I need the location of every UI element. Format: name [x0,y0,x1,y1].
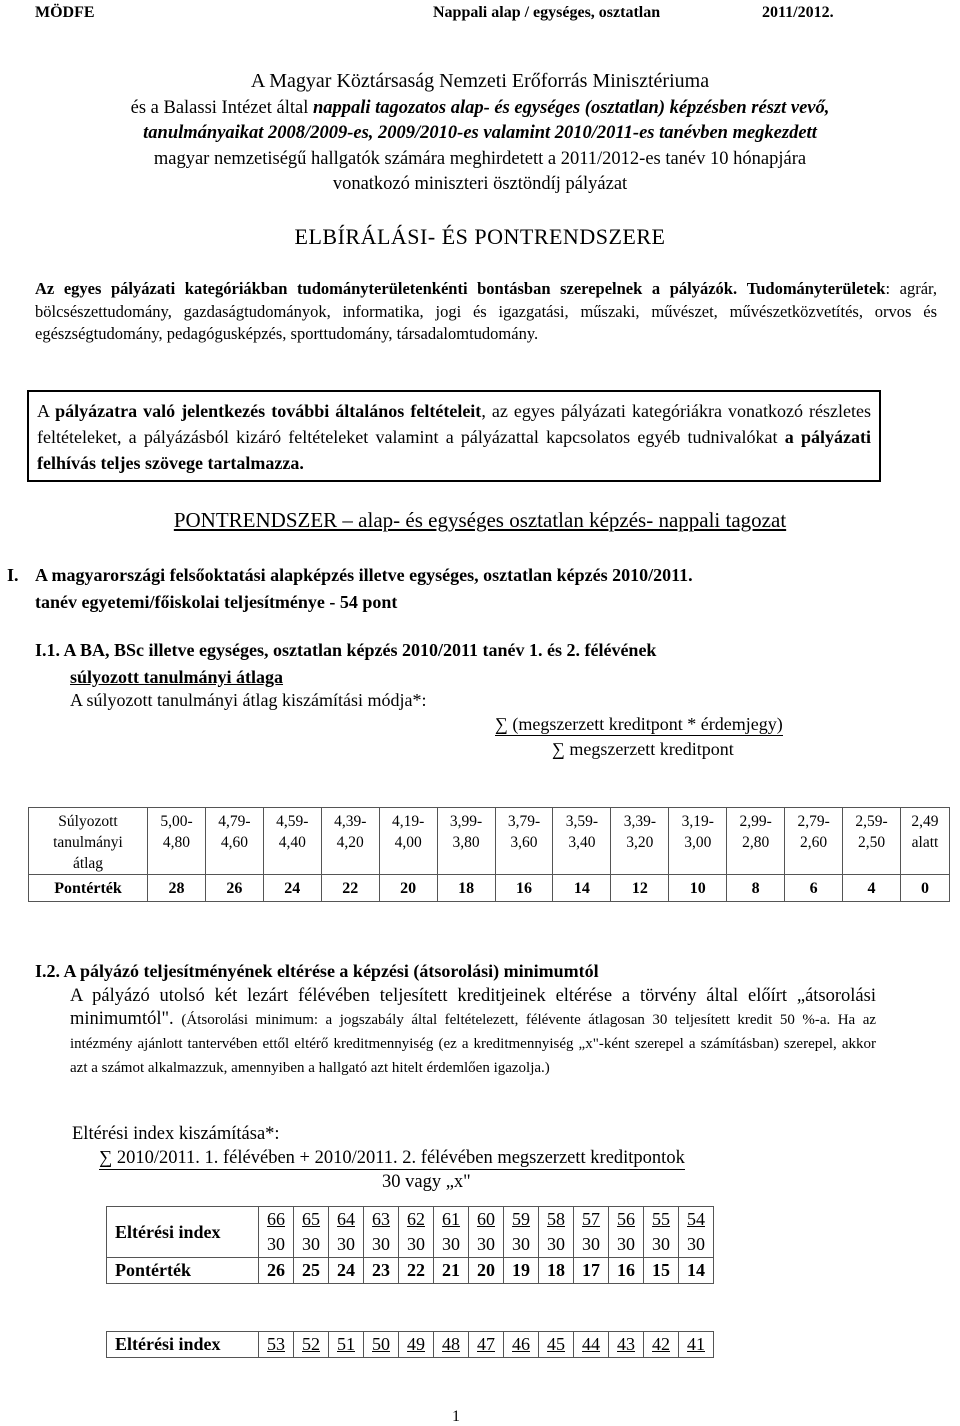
range-cell: 5,00- 4,80 [148,808,206,875]
index-cell: 41 [679,1332,714,1358]
points-cell: 26 [259,1258,294,1284]
points-cell: 14 [553,875,611,902]
range-cell: 4,39- 4,20 [321,808,379,875]
points-cell: 24 [263,875,321,902]
index-cell: 45 [539,1332,574,1358]
average-points-table [28,807,950,902]
deviation-index-table-1 [106,1206,714,1284]
points-cell: 28 [148,875,206,902]
index-cell: 43 [609,1332,644,1358]
notice-text-1: A [37,401,56,421]
range-cell: 3,39- 3,20 [611,808,669,875]
points-cell: 19 [504,1258,539,1284]
intro-bold-sentence: Az egyes pályázati kategóriákban tudományterületenkénti bontásban szerepelnek a pályázók. [35,279,738,298]
points-cell: 14 [679,1258,714,1284]
points-cell: 23 [364,1258,399,1284]
index-cell: 56 30 [609,1207,644,1258]
row-label-points: Pontérték [29,875,148,902]
header-program: Nappali alap / egységes, osztatlan [433,4,661,21]
points-cell: 18 [437,875,495,902]
index-cell: 59 30 [504,1207,539,1258]
points-cell: 25 [294,1258,329,1284]
points-cell: 20 [469,1258,504,1284]
index-cell: 58 30 [539,1207,574,1258]
index-cell: 54 30 [679,1207,714,1258]
index-cell: 47 [469,1332,504,1358]
deviation-index-row [107,1332,714,1358]
deviation-description: A pályázó utolsó két lezárt félévében teljesített kreditjeinek eltérése a törvény által előírt „átsorolási minimumtól". [70,986,876,1029]
section-1-1-heading: I.1. A BA, BSc illetve egységes, osztatlan képzés 2010/2011 tanév 1. és 2. félévének [35,640,657,660]
average-calc-label: A súlyozott tanulmányi átlag kiszámítási módja*: [70,690,427,710]
deviation-index-row [107,1207,714,1258]
index-cell: 51 [329,1332,364,1358]
index-cell: 48 [434,1332,469,1358]
index-cell: 65 30 [294,1207,329,1258]
range-cell: 2,49 alatt [900,808,949,875]
points-cell: 18 [539,1258,574,1284]
fields-label: Tudományterületek [746,279,886,298]
range-cell: 2,79- 2,60 [785,808,843,875]
section-1-number: I. [7,565,19,585]
title-line-5: vonatkozó miniszteri ösztöndíj pályázat [332,174,628,194]
index-cell: 52 [294,1332,329,1358]
points-cell: 16 [495,875,553,902]
range-cell: 3,19- 3,00 [669,808,727,875]
title-ministry: A Magyar Köztársaság Nemzeti Erőforrás Minisztériuma [250,70,710,92]
section-1-2-paragraph [70,985,876,1080]
fields-list: : agrár, bölcsészettudomány, gazdaságtudományok, informatika, jogi és igazgatási, műszaki, művészet, művészetközvetítés, orvos és egészségtudomány, pedagógusképzés, sporttudomány, társadalomtudomány. [35,279,938,343]
points-cell: 17 [574,1258,609,1284]
points-cell: 21 [434,1258,469,1284]
page-header [35,4,930,26]
row-label-index: Eltérési index [107,1332,259,1358]
index-cell: 42 [644,1332,679,1358]
section-1-heading [7,562,693,616]
intro-paragraph [35,278,937,346]
title-line-4: magyar nemzetiségű hallgatók számára meghirdetett a 2011/2012-es tanév 10 hónapjára [153,149,807,169]
points-cell: 24 [329,1258,364,1284]
section-1-line-2: tanév egyetemi/főiskolai teljesítménye - 54 pont [35,592,398,612]
range-cell: 4,19- 4,00 [379,808,437,875]
title-line-2-normal: és a Balassi Intézet által [130,98,313,118]
index-cell: 64 30 [329,1207,364,1258]
deviation-index-label: Eltérési index kiszámítása*: [72,1124,280,1144]
points-cell: 22 [321,875,379,902]
range-cell: 3,99- 3,80 [437,808,495,875]
deviation-index-table-2 [106,1331,714,1358]
average-points-row [29,875,950,902]
range-cell: 4,79- 4,60 [205,808,263,875]
row-label-index: Eltérési index [107,1207,259,1258]
points-cell: 26 [205,875,263,902]
header-year: 2011/2012. [762,4,834,21]
range-cell: 3,79- 3,60 [495,808,553,875]
deviation-points-row [107,1258,714,1284]
scoring-system-title: PONTRENDSZER – alap- és egységes osztatlan képzés- nappali tagozat [173,508,787,532]
range-cell: 3,59- 3,40 [553,808,611,875]
notice-text-2: , az egyes pályázati kategóriákra vonatkozó részletes feltételeket, a pályázásból kizáró feltételeket valamint a pályázattal kapcsolatos egyéb tudnivalókat [37,401,871,447]
row-label-points: Pontérték [107,1258,259,1284]
deviation-note: (Átsorolási minimum: a jogszabály által feltételezett, félévente átlagosan 30 teljesített kredit 50 %-a. Ha az intézmény ajánlott tantervében ettől eltérő kreditmennyiség (ez a kreditmennyiség „x"-ként szerepel a számításban) szerepel, akkor azt a számot alkalmazzuk, amennyiben a hallgató azt hitelt érdemlően igazolja.) [70,1012,877,1076]
header-org: MÖDFE [35,4,95,21]
points-cell: 10 [669,875,727,902]
deviation-formula-numerator: ∑ 2010/2011. 1. félévében + 2010/2011. 2. félévében megszerzett kreditpontok [99,1148,685,1168]
index-cell: 63 30 [364,1207,399,1258]
conditions-notice-box [27,390,881,482]
notice-bold-2: a pályázati felhívás teljes szövege tartalmazza. [37,427,871,473]
title-line-3: tanulmányaikat 2008/2009-es, 2009/2010-es valamint 2010/2011-es tanévben megkezdett [143,123,817,143]
title-line-2-italic: nappali tagozatos alap- és egységes (osztatlan) képzésben részt vevő, [312,98,830,118]
notice-bold-1: pályázatra való jelentkezés további általános feltételeit [55,401,482,421]
points-cell: 16 [609,1258,644,1284]
range-cell: 2,99- 2,80 [727,808,785,875]
index-cell: 50 [364,1332,399,1358]
index-cell: 55 30 [644,1207,679,1258]
index-cell: 61 30 [434,1207,469,1258]
index-cell: 66 30 [259,1207,294,1258]
average-formula-denominator: ∑ megszerzett kreditpont [552,739,734,759]
average-formula-numerator: ∑ (megszerzett kreditpont * érdemjegy) [495,714,783,734]
range-cell: 4,59- 4,40 [263,808,321,875]
index-cell: 53 [259,1332,294,1358]
section-1-2-heading: I.2. A pályázó teljesítményének eltérése a képzési (átsorolási) minimumtól [35,961,599,981]
index-cell: 57 30 [574,1207,609,1258]
points-cell: 0 [900,875,949,902]
points-cell: 22 [399,1258,434,1284]
index-cell: 62 30 [399,1207,434,1258]
section-1-line-1: A magyarországi felsőoktatási alapképzés illetve egységes, osztatlan képzés 2010/2011. [35,565,693,585]
points-cell: 12 [611,875,669,902]
points-cell: 15 [644,1258,679,1284]
index-cell: 60 30 [469,1207,504,1258]
index-cell: 49 [399,1332,434,1358]
average-range-row [29,808,950,875]
range-cell: 2,59- 2,50 [843,808,901,875]
points-cell: 6 [785,875,843,902]
document-subtitle: ELBÍRÁLÁSI- ÉS PONTRENDSZERE [294,224,666,249]
index-cell: 46 [504,1332,539,1358]
row-label-average: Súlyozott tanulmányi átlag [29,808,148,875]
page-number: 1 [452,1408,460,1425]
index-cell: 44 [574,1332,609,1358]
points-cell: 4 [843,875,901,902]
points-cell: 8 [727,875,785,902]
points-cell: 20 [379,875,437,902]
deviation-formula-denominator: 30 vagy „x" [382,1172,471,1192]
title-line-2 [0,98,960,119]
section-1-1-subheading: súlyozott tanulmányi átlaga [70,667,284,687]
